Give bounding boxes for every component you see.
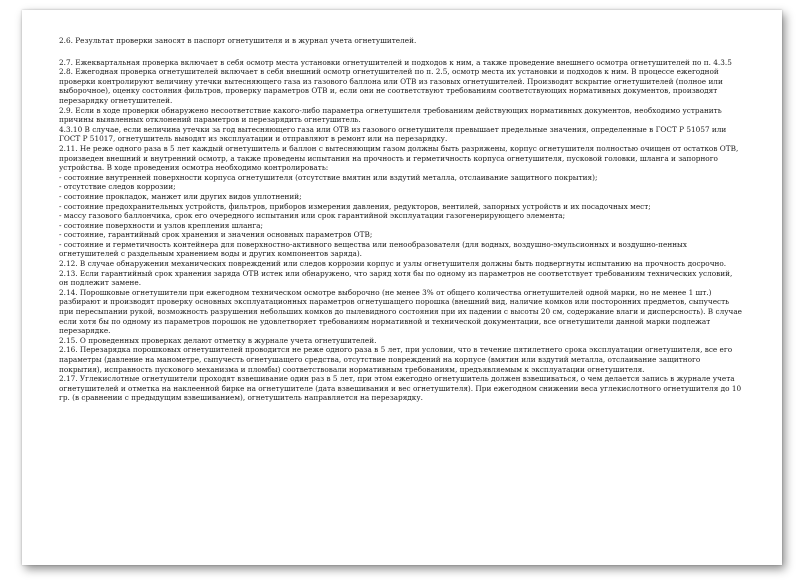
paragraph-2-14: 2.14. Порошковые огнетушители при ежегодном техническом осмотре выборочно (не менее 3% от общего количества огнетушителей одной марки, но не менее 1 шт.) разбирают и производят проверку основных эксплуатационных параметров огнетушащего порошка (внешний вид, наличие комков или посторонних предметов, сыпучесть при пересыпании рукой, возможность разрушения небольших комков до пылевидного состояния при их падении с высоты 20 см, содержание влаги и дисперсность). В случае если хотя бы по одному из параметров порошок не удовлетворяет требованиям нормативной и технической документации, все огнетушители данной марки подлежат перезарядке. bbox=[59, 287, 742, 336]
paragraph-2-6: 2.6. Результат проверки заносят в паспорт огнетушителя и в журнал учета огнетушителей. bbox=[59, 36, 417, 45]
paragraph-2-16: 2.16. Перезарядка порошковых огнетушителей проводится не реже одного раза в 5 лет, при условии, что в течение пятилетнего срока эксплуатации огнетушителя, все его параметры (давление на манометре, сыпучесть огнетушащего средства, отсутствие повреждений на корпусе (вмятин или вздутий металла, отслаивание защитного покрытия), исправность пускового механизма и пломбы) соответствовали нормативным требованиям, предъявляемым к эксплуатации огнетушителя. bbox=[59, 345, 733, 374]
paragraph-2-11: 2.11. Не реже одного раза в 5 лет каждый огнетушитель и баллон с вытесняющим газом должны быть разряжены, корпус огнетушителя полностью очищен от остатков ОТВ, произведен внешний и внутренний осмотр, а также проведены испытания на прочность и герметичность корпуса огнетушителя, пусковой головки, шланга и запорного устройства. В ходе проведения осмотра необходимо контролировать: bbox=[59, 143, 739, 173]
paragraph-2-13: 2.13. Если гарантийный срок хранения заряда ОТВ истек или обнаружено, что заряд хотя бы по одному из параметров не соответствует требованиям технических условий, он подлежит замене. bbox=[59, 268, 733, 288]
list-item: - состояние прокладок, манжет или других видов уплотнений; bbox=[59, 191, 302, 201]
list-item: - состояние предохранительных устройств, фильтров, приборов измерения давления, редукторов, вентилей, запорных устройств и их посадочных мест; bbox=[59, 201, 651, 211]
paragraph-2-8: 2.8. Ежегодная проверка огнетушителей включает в себя внешний осмотр огнетушителей по п. 2.5, осмотр места их установки и подходов к ним. В процессе ежегодной проверки контролируют величину утечки вытесняющего газа из газового баллона или ОТВ из газовых огнетушителей. Производят вскрытие огнетушителей (полное или выборочное), оценку состояния фильтров, проверку параметров ОТВ и, если они не соответствуют требованиям соответствующих нормативных документов, производят перезарядку огнетушителей. bbox=[59, 67, 723, 105]
document-page bbox=[22, 10, 782, 565]
document-body bbox=[59, 36, 742, 403]
paragraph-2-9: 2.9. Если в ходе проверки обнаружено несоответствие какого-либо параметра огнетушителя требованиям действующих нормативных документов, необходимо устранить причины выявленных отклонений параметров и перезарядить огнетушитель. bbox=[59, 105, 722, 125]
paragraph-2-15: 2.15. О проведенных проверках делают отметку в журнале учета огнетушителей. bbox=[59, 335, 377, 345]
list-item: - состояние поверхности и узлов крепления шланга; bbox=[59, 220, 263, 230]
paragraph-2-12: 2.12. В случае обнаружения механических повреждений или следов коррозии корпус и узлы огнетушителя должны быть подвергнуты испытанию на прочность досрочно. bbox=[59, 259, 727, 269]
paragraph-4-3-10: 4.3.10 В случае, если величина утечки за год вытесняющего газа или ОТВ из газового огнетушителя превышает предельные значения, определенные в ГОСТ Р 51057 или ГОСТ Р 51017, огнетушитель выводят из эксплуатации и отправляют в ремонт или на перезарядку. bbox=[59, 124, 727, 144]
paragraph-2-17: 2.17. Углекислотные огнетушители проходят взвешивание один раз в 5 лет, при этом ежегодно огнетушитель должен взвешиваться, о чем делается запись в журнале учета огнетушителей и отметка на наклеенной бирке на огнетушителе (дата взвешивания и вес огнетушителя). При ежегодном снижении веса углекислотного огнетушителя до 10 гр. (в сравнении с предыдущим взвешиванием), огнетушитель направляется на перезарядку. bbox=[59, 374, 742, 403]
list-item: - состояние, гарантийный срок хранения и значения основных параметров ОТВ; bbox=[59, 230, 373, 240]
list-item: - массу газового баллончика, срок его очередного испытания или срок гарантийной эксплуатации газогенерирующего элемента; bbox=[59, 211, 566, 221]
paragraph-2-7: 2.7. Ежеквартальная проверка включает в себя осмотр места установки огнетушителей и подходов к ним, а также проведение внешнего осмотра огнетушителей по п. 4.3.5 bbox=[59, 57, 732, 67]
list-item: - отсутствие следов коррозии; bbox=[59, 182, 176, 192]
list-item: - состояние внутренней поверхности корпуса огнетушителя (отсутствие вмятин или вздутий металла, отслаивание защитного покрытия); bbox=[59, 172, 598, 182]
list-item: - состояние и герметичность контейнера для поверхностно-активного вещества или пенообразователя (для водных, воздушно-эмульсионных и воздушно-пенных огнетушителей с раздельным хранением воды и других компонентов заряда). bbox=[59, 239, 687, 259]
